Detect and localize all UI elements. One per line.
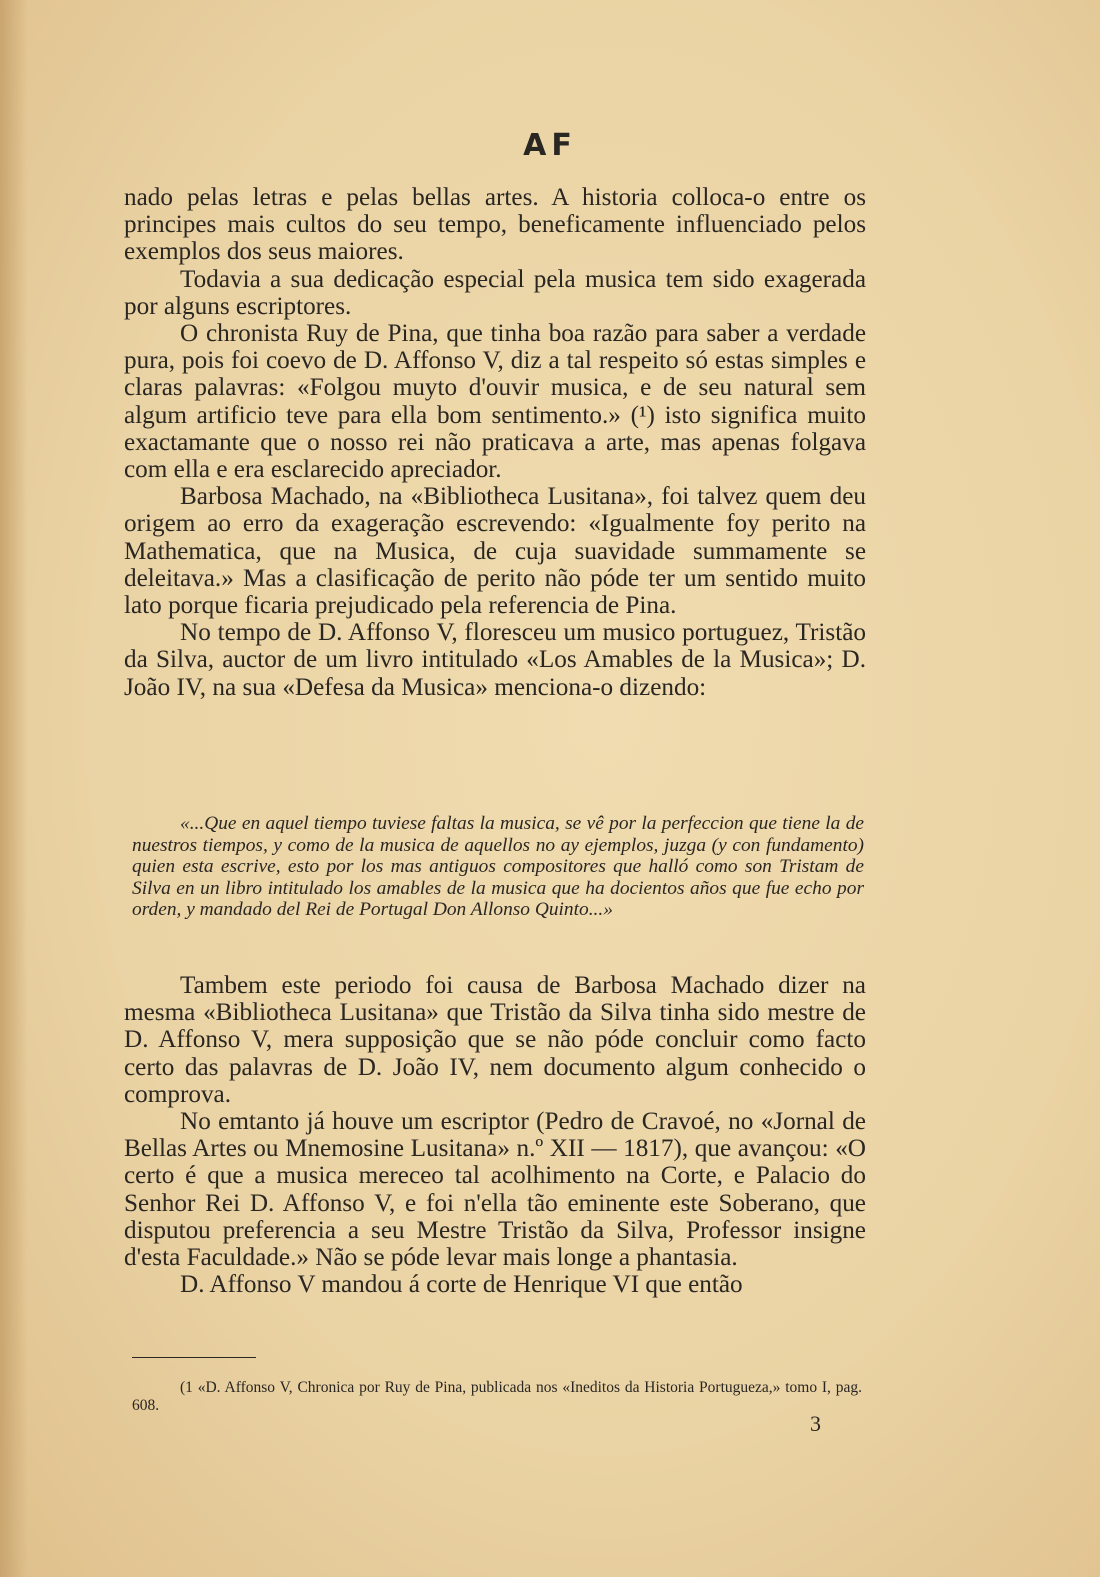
footnote-divider bbox=[132, 1357, 256, 1358]
quote-text: «...Que en aquel tiempo tuviese faltas la musica, se vê por la perfeccion que tiene la de nuestros tiempos, y como de la musica de aquellos no ay ejemplos, juzga (y con fundamento) quien esta escrive, esto por los mas antiguos compositores que halló como son Tristam de Silva en un libro intitulado los amables de la musica que ha docientos años que fue echo por orden, y mandado del Rei de Portugal Don Allonso Quinto...» bbox=[132, 813, 864, 921]
footnote bbox=[132, 1379, 862, 1414]
paragraph: No emtanto já houve um escriptor (Pedro de Cravoé, no «Jornal de Bellas Artes ou Mnemosine Lusitana» n.º XII — 1817), que avançou: «O certo é que a musica mereceo tal acolhimento na Corte, e Palacio do Senhor Rei D. Affonso V, e foi n'ella tão eminente este Soberano, que disputou preferencia a seu Mestre Tristão da Silva, Professor insigne d'esta Faculdade.» Não se póde levar mais longe a phantasia. bbox=[124, 1108, 866, 1272]
paragraph: Todavia a sua dedicação especial pela musica tem sido exagerada por alguns escriptores. bbox=[124, 265, 866, 320]
page-number: 3 bbox=[810, 1411, 821, 1436]
block-quote bbox=[132, 813, 864, 921]
footnote-text: (1 «D. Affonso V, Chronica por Ruy de Pina, publicada nos «Ineditos da Historia Portugueza,» tomo I, pag. 608. bbox=[132, 1379, 862, 1414]
paragraph: Barbosa Machado, na «Bibliotheca Lusitana», foi talvez quem deu origem ao erro da exageração escrevendo: «Igualmente foy perito na Mathematica, que na Musica, de cuja suavidade summamente se deleitava.» Mas a clasificação de perito não póde ter um sentido muito lato porque ficaria prejudicado pela referencia de Pina. bbox=[124, 483, 866, 620]
body-text-top bbox=[124, 184, 866, 701]
paragraph: No tempo de D. Affonso V, floresceu um musico portuguez, Tristão da Silva, auctor de um livro intitulado «Los Amables de la Musica»; D. João IV, na sua «Defesa da Musica» menciona-o dizendo: bbox=[124, 619, 866, 701]
running-header: AF bbox=[523, 128, 577, 163]
paragraph: Tambem este periodo foi causa de Barbosa Machado dizer na mesma «Bibliotheca Lusitana» que Tristão da Silva tinha sido mestre de D. Affonso V, mera supposição que se não póde concluir como facto certo das palavras de D. João IV, nem documento algum conhecido o comprova. bbox=[124, 972, 866, 1108]
paragraph: nado pelas letras e pelas bellas artes. A historia colloca-o entre os principes mais cultos do seu tempo, beneficamente influenciado pelos exemplos dos seus maiores. bbox=[124, 184, 866, 266]
body-text-bottom bbox=[124, 972, 866, 1298]
paragraph: D. Affonso V mandou á corte de Henrique VI que então bbox=[180, 1271, 743, 1299]
paragraph: O chronista Ruy de Pina, que tinha boa razão para saber a verdade pura, pois foi coevo de D. Affonso V, diz a tal respeito só estas simples e claras palavras: «Folgou muyto d'ouvir musica, e de seu natural sem algum artificio teve para ella bom sentimento.» (¹) isto significa muito exactamante que o nosso rei não praticava a arte, mas apenas folgava com ella e era esclarecido apreciador. bbox=[124, 320, 866, 484]
